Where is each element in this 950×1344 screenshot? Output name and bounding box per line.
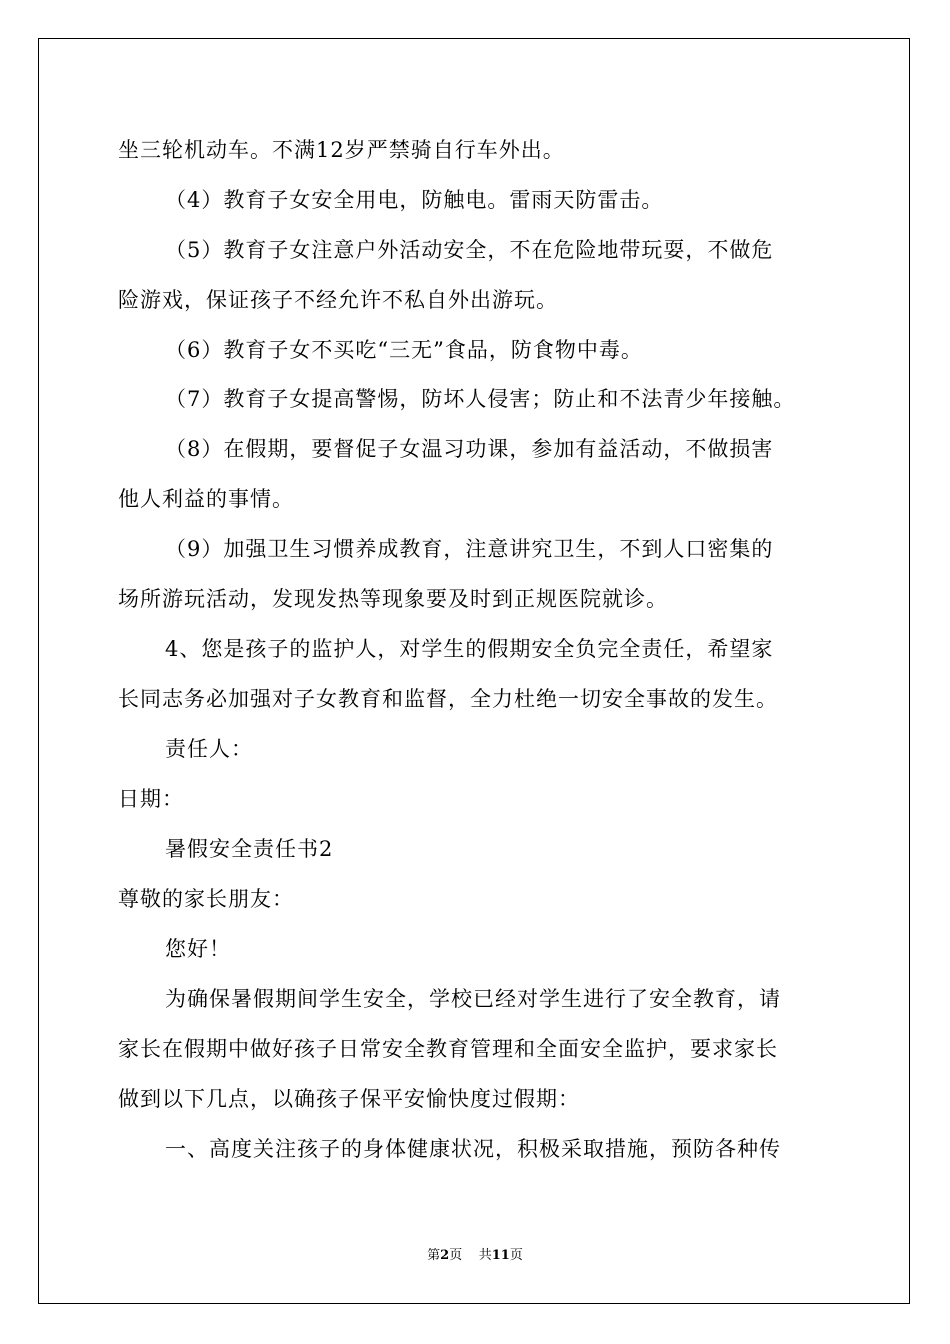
text-line-content: （5）教育子女注意户外活动安全，不在危险地带玩耍，不做危	[165, 238, 774, 262]
text-line-content: （8）在假期，要督促子女温习功课，参加有益活动，不做损害	[165, 437, 774, 461]
text-line-content: 险游戏，保证孩子不经允许不私自外出游玩。	[118, 288, 558, 312]
text-line-content: 您好！	[165, 937, 231, 961]
text-line-content: 做到以下几点，以确孩子保平安愉快度过假期：	[118, 1087, 580, 1111]
text-line-content: 为确保暑假期间学生安全，学校已经对学生进行了安全教育，请	[165, 987, 781, 1011]
text-line-content: 尊敬的家长朋友：	[118, 887, 294, 911]
text-line-content: 场所游玩活动，发现发热等现象要及时到正规医院就诊。	[118, 587, 668, 611]
text-line-content: 责任人：	[165, 737, 253, 761]
text-line-content: 一、高度关注孩子的身体健康状况，积极采取措施，预防各种传	[165, 1137, 781, 1161]
text-line-content: 家长在假期中做好孩子日常安全教育管理和全面安全监护，要求家长	[118, 1037, 778, 1061]
footer-total-pages: 11	[491, 1248, 510, 1263]
footer-prefix: 第	[427, 1248, 441, 1263]
text-line-content: （9）加强卫生习惯养成教育，注意讲究卫生，不到人口密集的	[165, 537, 774, 561]
text-line-content: 他人利益的事情。	[118, 487, 294, 511]
footer-total-unit: 页	[509, 1248, 523, 1263]
text-line-content: （6）教育子女不买吃“三无”食品，防食物中毒。	[165, 338, 643, 362]
text-line-content: （4）教育子女安全用电，防触电。雷雨天防雷击。	[165, 188, 664, 212]
footer-page-number: 2	[440, 1248, 450, 1263]
page-border	[38, 38, 910, 1304]
footer-total-prefix: 共	[478, 1248, 492, 1263]
text-line-content: 坐三轮机动车。不满12岁严禁骑自行车外出。	[118, 138, 565, 162]
text-line-content: （7）教育子女提高警惕，防坏人侵害；防止和不法青少年接触。	[165, 387, 796, 411]
text-line-content: 日期：	[118, 787, 184, 811]
text-line-content: 长同志务必加强对子女教育和监督，全力杜绝一切安全事故的发生。	[118, 687, 778, 711]
footer-page-unit: 页	[449, 1248, 463, 1263]
page-footer	[0, 1246, 950, 1266]
text-line-content: 暑假安全责任书2	[165, 837, 334, 861]
text-line-content: 4、您是孩子的监护人，对学生的假期安全负完全责任，希望家	[165, 637, 774, 661]
